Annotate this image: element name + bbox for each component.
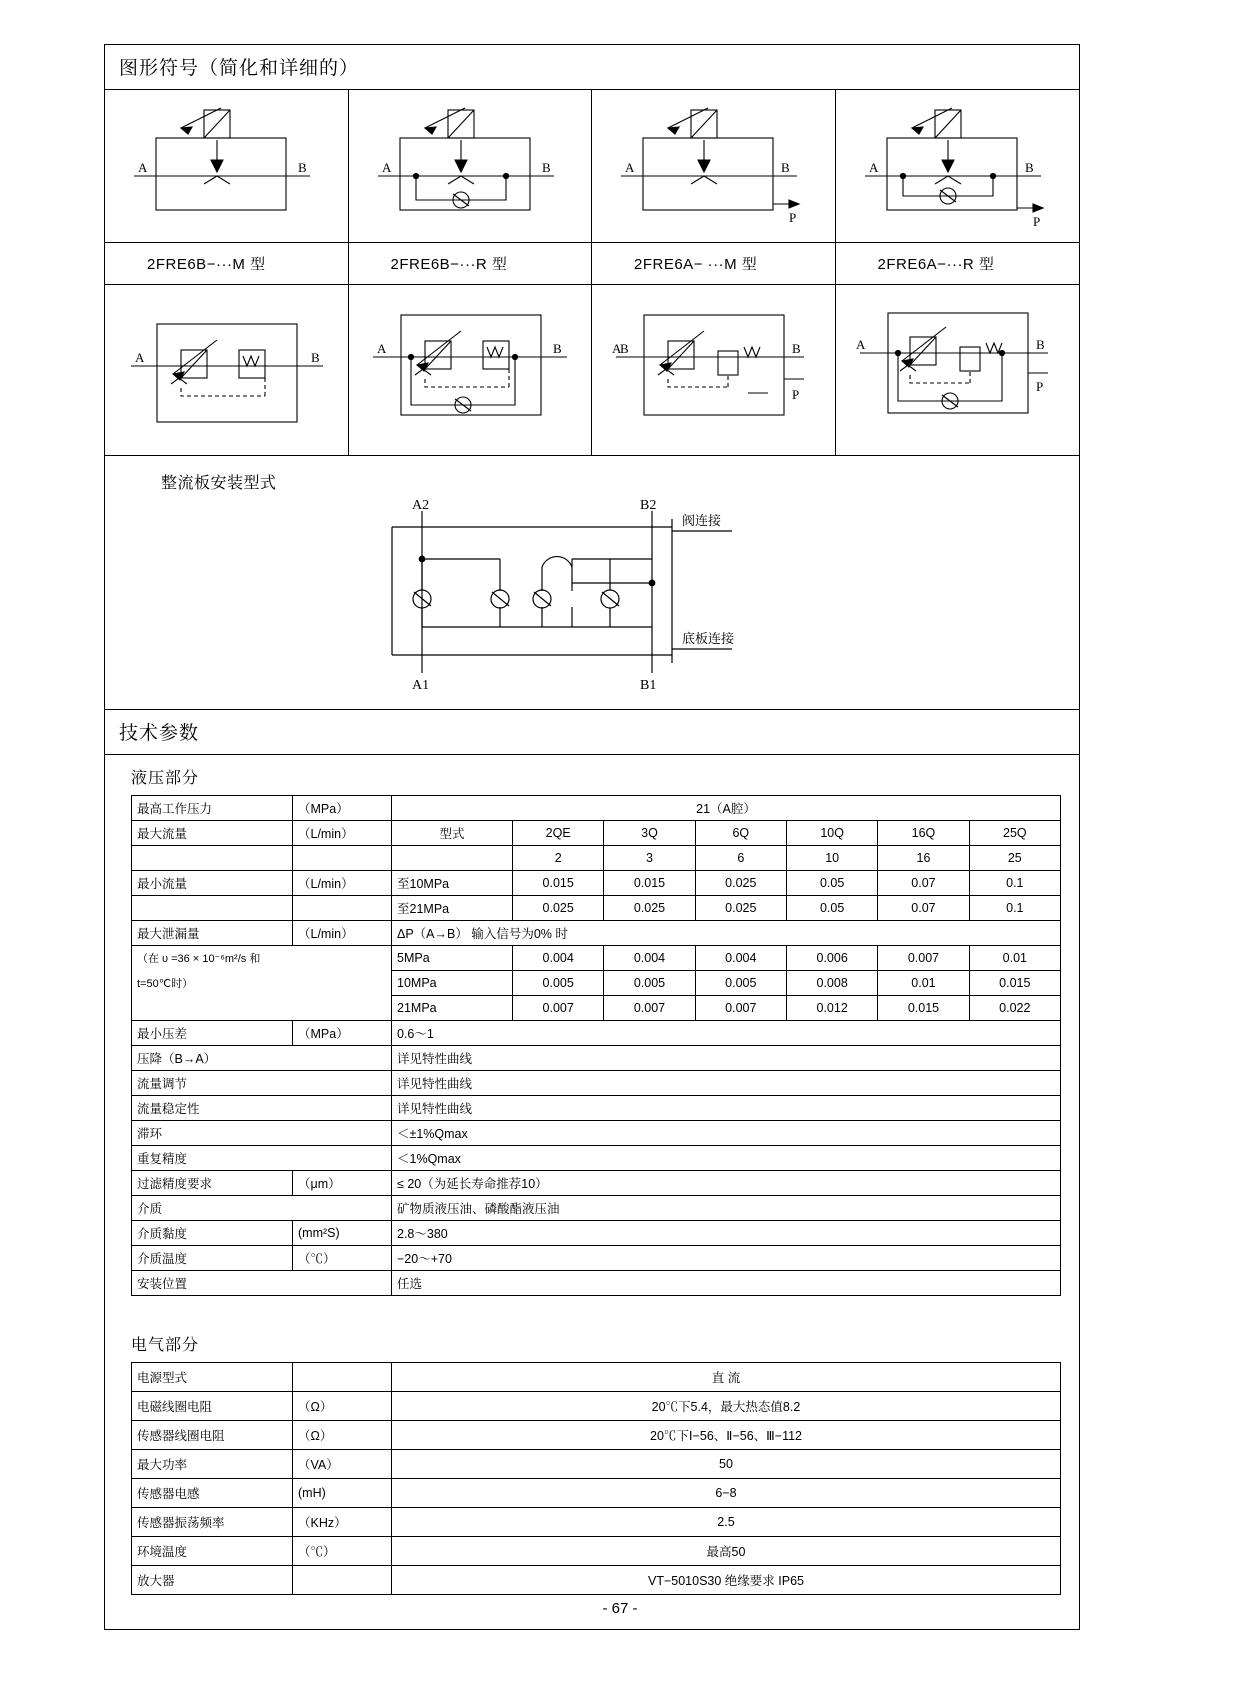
cell-leak10-3: 0.008 [786, 971, 877, 996]
section-title-tech: 技术参数 [105, 710, 1079, 755]
svg-text:A: A [869, 160, 879, 175]
cell-medium-label: 介质 [132, 1196, 392, 1221]
cell-type-3: 10Q [786, 821, 877, 846]
svg-text:A: A [376, 341, 387, 356]
svg-text:A: A [381, 160, 392, 175]
svg-text:P: P [792, 387, 800, 402]
svg-text:阀连接: 阀连接 [682, 513, 722, 528]
table-row [132, 871, 1061, 896]
cell-type-label: 型式 [392, 821, 513, 846]
cell-spacer-b [293, 846, 392, 871]
cell-minflow21-4: 0.07 [878, 896, 969, 921]
cell-spacer-d [132, 896, 293, 921]
table-row [132, 1146, 1061, 1171]
cell-min-flow-21-label: 至21MPa [392, 896, 513, 921]
svg-text:P: P [1033, 214, 1041, 229]
svg-text:A: A [612, 341, 622, 356]
cell-leak10-5: 0.015 [969, 971, 1060, 996]
hydraulic-section [105, 755, 1079, 1629]
cell-el-unit-3: （VA） [293, 1450, 392, 1479]
table-row [132, 1046, 1061, 1071]
cell-typeval-4: 16 [878, 846, 969, 871]
cell-el-label-5: 传感器振荡频率 [132, 1508, 293, 1537]
table-row [132, 1121, 1061, 1146]
cell-leak5-1: 0.004 [604, 946, 695, 971]
rectifier-plate-diagram [105, 497, 1079, 697]
cell-spacer-c [392, 846, 513, 871]
symbol-row-simplified [105, 285, 1079, 456]
cell-filter-label: 过滤精度要求 [132, 1171, 293, 1196]
table-row [132, 1537, 1061, 1566]
cell-el-unit-1: （Ω） [293, 1392, 392, 1421]
symbol-cell-simple-2fre6b-r [349, 285, 593, 455]
cell-leak-5-label: 5MPa [392, 946, 513, 971]
cell-el-value-7: VT−5010S30 绝缘要求 IP65 [392, 1566, 1061, 1595]
symbol-cell-simple-2fre6a-r [836, 285, 1080, 455]
cell-visc-value: 2.8～380 [392, 1221, 1061, 1246]
svg-text:A: A [138, 160, 148, 175]
cell-visc-unit: (mm²S) [293, 1221, 392, 1246]
symbol-label-0: 2FRE6B−···M 型 [105, 243, 349, 284]
svg-text:A2: A2 [412, 498, 430, 513]
cell-leak-label: 最大泄漏量 [132, 921, 293, 946]
svg-text:B: B [781, 160, 790, 175]
symbol-cell-2fre6a-m [592, 90, 836, 242]
svg-text:底板连接: 底板连接 [682, 631, 735, 646]
rectifier-plate-block [105, 456, 1079, 710]
table-row [132, 1392, 1061, 1421]
table-row [132, 1171, 1061, 1196]
cell-leak21-5: 0.022 [969, 996, 1060, 1021]
table-row [132, 971, 1061, 996]
table-row [132, 1450, 1061, 1479]
symbol-cell-simple-2fre6b-m [105, 285, 349, 455]
electric-table [131, 1362, 1061, 1595]
cell-el-label-1: 电磁线圈电阻 [132, 1392, 293, 1421]
cell-drop-label: 压降（B→A） [132, 1046, 392, 1071]
cell-leak5-3: 0.006 [786, 946, 877, 971]
symbol-row-detailed [105, 90, 1079, 243]
cell-typeval-2: 6 [695, 846, 786, 871]
cell-el-unit-2: （Ω） [293, 1421, 392, 1450]
symbol-cell-2fre6b-m [105, 90, 349, 242]
svg-text:P: P [1036, 379, 1044, 394]
cell-min-flow-unit: （L/min） [293, 871, 392, 896]
cell-leak21-0: 0.007 [513, 996, 604, 1021]
cell-minflow10-3: 0.05 [786, 871, 877, 896]
cell-leak-unit: （L/min） [293, 921, 392, 946]
rectifier-plate-title: 整流板安装型式 [161, 475, 277, 492]
cell-leak10-0: 0.005 [513, 971, 604, 996]
symbol-label-row [105, 243, 1079, 285]
table-row [132, 846, 1061, 871]
svg-text:B2: B2 [640, 498, 657, 513]
svg-text:A: A [135, 350, 145, 365]
cell-repeat-label: 重复精度 [132, 1146, 392, 1171]
cell-type-2: 6Q [695, 821, 786, 846]
cell-el-value-3: 50 [392, 1450, 1061, 1479]
table-row [132, 896, 1061, 921]
cell-flow-adj-label: 流量调节 [132, 1071, 392, 1096]
cell-leak5-0: 0.004 [513, 946, 604, 971]
cell-leak-note1: （在 υ =36 × 10⁻⁶m²/s 和 [132, 946, 392, 971]
cell-typeval-5: 25 [969, 846, 1060, 871]
table-row [132, 996, 1061, 1021]
cell-minflow10-0: 0.015 [513, 871, 604, 896]
table-row [132, 946, 1061, 971]
cell-el-label-3: 最大功率 [132, 1450, 293, 1479]
cell-leak5-2: 0.004 [695, 946, 786, 971]
hydraulic-subtitle: 液压部分 [131, 770, 200, 787]
symbol-cell-2fre6a-r [836, 90, 1080, 242]
cell-visc-label: 介质黏度 [132, 1221, 293, 1246]
table-row [132, 1246, 1061, 1271]
table-row [132, 821, 1061, 846]
symbol-label-2: 2FRE6A− ···M 型 [592, 243, 836, 284]
cell-el-label-2: 传感器线圈电阻 [132, 1421, 293, 1450]
table-row [132, 1196, 1061, 1221]
cell-leak-21-label: 21MPa [392, 996, 513, 1021]
svg-text:B: B [552, 341, 562, 356]
cell-repeat-value: ＜1%Qmax [392, 1146, 1061, 1171]
svg-text:B: B [1036, 337, 1045, 352]
svg-text:B: B [620, 341, 629, 356]
cell-el-unit-6: （℃） [293, 1537, 392, 1566]
cell-minflow21-1: 0.025 [604, 896, 695, 921]
table-row [132, 1071, 1061, 1096]
cell-type-1: 3Q [604, 821, 695, 846]
cell-spacer-a [132, 846, 293, 871]
cell-type-0: 2QE [513, 821, 604, 846]
cell-min-dp-value: 0.6～1 [392, 1021, 1061, 1046]
cell-pos-label: 安装位置 [132, 1271, 392, 1296]
cell-el-label-6: 环境温度 [132, 1537, 293, 1566]
cell-minflow10-4: 0.07 [878, 871, 969, 896]
cell-min-dp-label: 最小压差 [132, 1021, 293, 1046]
svg-text:A: A [856, 337, 866, 352]
cell-medium-value: 矿物质液压油、磷酸酯液压油 [392, 1196, 1061, 1221]
cell-max-pressure-value: 21（A腔） [392, 796, 1061, 821]
cell-spacer-e [293, 896, 392, 921]
cell-leak10-4: 0.01 [878, 971, 969, 996]
table-row [132, 1421, 1061, 1450]
cell-temp-label: 介质温度 [132, 1246, 293, 1271]
section-title-symbols: 图形符号（简化和详细的） [105, 45, 1079, 90]
document-page [104, 44, 1080, 1630]
cell-leak10-2: 0.005 [695, 971, 786, 996]
cell-leak5-5: 0.01 [969, 946, 1060, 971]
table-row [132, 1508, 1061, 1537]
table-row [132, 1221, 1061, 1246]
hydraulic-table [131, 795, 1061, 1296]
cell-el-unit-5: （KHz） [293, 1508, 392, 1537]
table-row [132, 1566, 1061, 1595]
cell-minflow10-1: 0.015 [604, 871, 695, 896]
svg-text:B: B [311, 350, 320, 365]
cell-el-label-7: 放大器 [132, 1566, 293, 1595]
cell-typeval-3: 10 [786, 846, 877, 871]
cell-min-flow-label: 最小流量 [132, 871, 293, 896]
symbol-label-3: 2FRE6A−···R 型 [877, 256, 995, 273]
cell-leak21-4: 0.015 [878, 996, 969, 1021]
table-row [132, 796, 1061, 821]
cell-min-flow-10-label: 至10MPa [392, 871, 513, 896]
cell-leak21-1: 0.007 [604, 996, 695, 1021]
cell-el-unit-7 [293, 1566, 392, 1595]
cell-leak21-2: 0.007 [695, 996, 786, 1021]
symbol-cell-2fre6b-r [349, 90, 593, 242]
table-row [132, 1271, 1061, 1296]
cell-typeval-0: 2 [513, 846, 604, 871]
cell-hyst-value: ＜±1%Qmax [392, 1121, 1061, 1146]
cell-pos-value: 任选 [392, 1271, 1061, 1296]
cell-temp-value: −20～+70 [392, 1246, 1061, 1271]
electric-section [105, 1296, 1079, 1595]
cell-minflow21-0: 0.025 [513, 896, 604, 921]
cell-minflow21-3: 0.05 [786, 896, 877, 921]
svg-text:A: A [625, 160, 635, 175]
cell-filter-value: ≤ 20（为延长寿命推荐10） [392, 1171, 1061, 1196]
cell-leak21-3: 0.012 [786, 996, 877, 1021]
symbol-label-1: 2FRE6B−···R 型 [349, 243, 593, 284]
cell-leak-note2: t=50℃时） [132, 971, 392, 996]
cell-el-value-1: 20℃下5.4，最大热态值8.2 [392, 1392, 1061, 1421]
cell-temp-unit: （℃） [293, 1246, 392, 1271]
cell-el-value-4: 6−8 [392, 1479, 1061, 1508]
cell-el-unit-0 [293, 1363, 392, 1392]
cell-max-flow-label: 最大流量 [132, 821, 293, 846]
cell-max-flow-unit: （L/min） [293, 821, 392, 846]
svg-text:B: B [298, 160, 307, 175]
table-row [132, 1479, 1061, 1508]
table-row [132, 1363, 1061, 1392]
cell-el-value-5: 2.5 [392, 1508, 1061, 1537]
svg-text:B1: B1 [640, 678, 657, 693]
cell-minflow21-5: 0.1 [969, 896, 1060, 921]
symbol-cell-simple-2fre6a-m [592, 285, 836, 455]
table-row [132, 1096, 1061, 1121]
svg-text:B: B [792, 341, 801, 356]
cell-el-value-0: 直 流 [392, 1363, 1061, 1392]
table-row [132, 921, 1061, 946]
svg-text:A1: A1 [412, 678, 430, 693]
cell-typeval-1: 3 [604, 846, 695, 871]
cell-min-dp-unit: （MPa） [293, 1021, 392, 1046]
cell-el-label-0: 电源型式 [132, 1363, 293, 1392]
cell-leak-condition: ΔP（A→B） 输入信号为0% 时 [392, 921, 1061, 946]
cell-el-unit-4: (mH) [293, 1479, 392, 1508]
cell-el-value-2: 20℃下Ⅰ−56、Ⅱ−56、Ⅲ−112 [392, 1421, 1061, 1450]
cell-leak5-4: 0.007 [878, 946, 969, 971]
cell-leak-10-label: 10MPa [392, 971, 513, 996]
cell-hyst-label: 滞环 [132, 1121, 392, 1146]
cell-minflow10-5: 0.1 [969, 871, 1060, 896]
cell-el-value-6: 最高50 [392, 1537, 1061, 1566]
frame-bottom-edge [104, 1629, 1080, 1630]
cell-drop-value: 详见特性曲线 [392, 1046, 1061, 1071]
cell-leak10-1: 0.005 [604, 971, 695, 996]
svg-text:B: B [541, 160, 551, 175]
cell-el-label-4: 传感器电感 [132, 1479, 293, 1508]
cell-flow-stab-label: 流量稳定性 [132, 1096, 392, 1121]
cell-flow-adj-value: 详见特性曲线 [392, 1071, 1061, 1096]
cell-minflow21-2: 0.025 [695, 896, 786, 921]
cell-spacer-f [132, 996, 392, 1021]
svg-text:P: P [789, 210, 797, 225]
cell-minflow10-2: 0.025 [695, 871, 786, 896]
content-frame [104, 44, 1080, 1629]
table-row [132, 1021, 1061, 1046]
cell-max-pressure-unit: （MPa） [293, 796, 392, 821]
cell-flow-stab-value: 详见特性曲线 [392, 1096, 1061, 1121]
cell-type-5: 25Q [969, 821, 1060, 846]
cell-max-pressure-label: 最高工作压力 [132, 796, 293, 821]
svg-text:B: B [1025, 160, 1034, 175]
page-number: - 67 - [602, 1600, 638, 1617]
cell-type-4: 16Q [878, 821, 969, 846]
cell-filter-unit: （μm） [293, 1171, 392, 1196]
electric-subtitle: 电气部分 [131, 1337, 200, 1354]
